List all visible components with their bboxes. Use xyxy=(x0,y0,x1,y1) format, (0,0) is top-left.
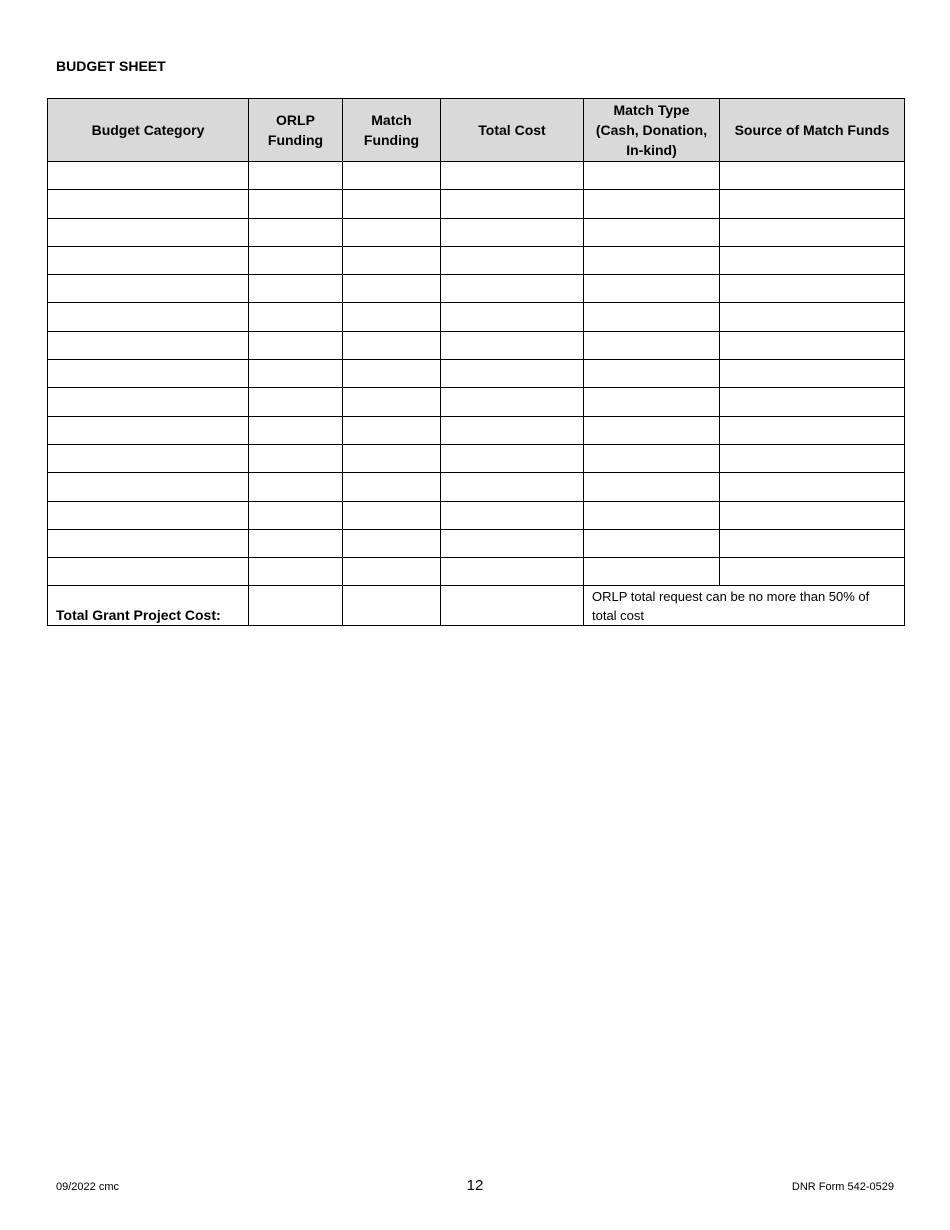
total-cost-cell[interactable] xyxy=(441,529,584,557)
orlp-funding-cell[interactable] xyxy=(249,501,343,529)
header-total-cost: Total Cost xyxy=(441,99,584,162)
budget-table-header xyxy=(48,99,905,162)
match-funding-cell[interactable] xyxy=(343,558,441,586)
match-funding-cell[interactable] xyxy=(343,360,441,388)
header-orlp-funding: ORLP Funding xyxy=(249,99,343,162)
total-cost-cell[interactable] xyxy=(441,190,584,218)
budget-category-cell[interactable] xyxy=(48,162,249,190)
match-type-cell[interactable] xyxy=(584,501,720,529)
match-type-cell[interactable] xyxy=(584,190,720,218)
match-funding-cell[interactable] xyxy=(343,162,441,190)
budget-category-cell[interactable] xyxy=(48,529,249,557)
source-of-match-funds-cell[interactable] xyxy=(720,218,905,246)
match-funding-cell[interactable] xyxy=(343,473,441,501)
table-row xyxy=(48,529,905,557)
total-grant-project-cost-label: Total Grant Project Cost: xyxy=(48,586,249,626)
table-row xyxy=(48,473,905,501)
match-funding-cell[interactable] xyxy=(343,416,441,444)
budget-category-cell[interactable] xyxy=(48,444,249,472)
orlp-funding-cell[interactable] xyxy=(249,529,343,557)
source-of-match-funds-cell[interactable] xyxy=(720,501,905,529)
orlp-funding-cell[interactable] xyxy=(249,558,343,586)
orlp-funding-cell[interactable] xyxy=(249,473,343,501)
budget-category-cell[interactable] xyxy=(48,331,249,359)
match-funding-cell[interactable] xyxy=(343,331,441,359)
orlp-funding-cell[interactable] xyxy=(249,275,343,303)
match-type-cell[interactable] xyxy=(584,275,720,303)
source-of-match-funds-cell[interactable] xyxy=(720,360,905,388)
orlp-limit-note: ORLP total request can be no more than 50% of total cost xyxy=(584,586,905,626)
total-cost-cell[interactable] xyxy=(441,162,584,190)
total-cost-cell[interactable] xyxy=(441,473,584,501)
source-of-match-funds-cell[interactable] xyxy=(720,331,905,359)
match-type-cell[interactable] xyxy=(584,473,720,501)
table-row xyxy=(48,190,905,218)
budget-category-cell[interactable] xyxy=(48,416,249,444)
orlp-funding-cell[interactable] xyxy=(249,444,343,472)
footer-revision-date: 09/2022 cmc xyxy=(56,1181,119,1193)
orlp-funding-cell[interactable] xyxy=(249,360,343,388)
orlp-funding-cell[interactable] xyxy=(249,162,343,190)
table-row xyxy=(48,218,905,246)
match-funding-cell[interactable] xyxy=(343,529,441,557)
orlp-funding-cell[interactable] xyxy=(249,218,343,246)
budget-category-cell[interactable] xyxy=(48,558,249,586)
orlp-funding-cell[interactable] xyxy=(249,303,343,331)
match-funding-cell[interactable] xyxy=(343,501,441,529)
match-type-cell[interactable] xyxy=(584,388,720,416)
budget-category-cell[interactable] xyxy=(48,360,249,388)
budget-category-cell[interactable] xyxy=(48,388,249,416)
table-row xyxy=(48,303,905,331)
footer-form-number: DNR Form 542-0529 xyxy=(791,1181,894,1193)
budget-category-cell[interactable] xyxy=(48,501,249,529)
total-row xyxy=(48,586,905,626)
source-of-match-funds-cell[interactable] xyxy=(720,444,905,472)
header-row xyxy=(48,99,905,162)
orlp-funding-cell[interactable] xyxy=(249,388,343,416)
header-match-type: Match Type (Cash, Donation, In-kind) xyxy=(584,99,720,162)
table-row xyxy=(48,388,905,416)
match-funding-cell[interactable] xyxy=(343,190,441,218)
source-of-match-funds-cell[interactable] xyxy=(720,416,905,444)
match-type-cell[interactable] xyxy=(584,331,720,359)
table-row xyxy=(48,444,905,472)
table-row xyxy=(48,501,905,529)
table-row xyxy=(48,162,905,190)
budget-category-cell[interactable] xyxy=(48,473,249,501)
source-of-match-funds-cell[interactable] xyxy=(720,303,905,331)
table-row xyxy=(48,360,905,388)
match-type-cell[interactable] xyxy=(584,558,720,586)
orlp-funding-cell[interactable] xyxy=(249,416,343,444)
total-cost-cell[interactable] xyxy=(441,444,584,472)
source-of-match-funds-cell[interactable] xyxy=(720,388,905,416)
source-of-match-funds-cell[interactable] xyxy=(720,529,905,557)
total-cost-cell[interactable] xyxy=(441,303,584,331)
match-type-cell[interactable] xyxy=(584,246,720,274)
match-type-cell[interactable] xyxy=(584,162,720,190)
budget-category-cell[interactable] xyxy=(48,190,249,218)
total-cost-cell[interactable] xyxy=(441,558,584,586)
total-cost-cell[interactable] xyxy=(441,416,584,444)
orlp-funding-cell[interactable] xyxy=(249,190,343,218)
match-type-cell[interactable] xyxy=(584,416,720,444)
match-type-cell[interactable] xyxy=(584,444,720,472)
total-cost-cell[interactable] xyxy=(441,246,584,274)
header-source-of-match-funds: Source of Match Funds xyxy=(720,99,905,162)
table-row xyxy=(48,416,905,444)
orlp-funding-cell[interactable] xyxy=(249,331,343,359)
total-cost-cell[interactable] xyxy=(441,501,584,529)
budget-category-cell[interactable] xyxy=(48,275,249,303)
total-cost-cell[interactable] xyxy=(441,360,584,388)
total-match-funding-cell[interactable] xyxy=(343,586,441,626)
total-cost-cell[interactable] xyxy=(441,331,584,359)
match-funding-cell[interactable] xyxy=(343,218,441,246)
total-orlp-funding-cell[interactable] xyxy=(249,586,343,626)
match-funding-cell[interactable] xyxy=(343,388,441,416)
page-title: BUDGET SHEET xyxy=(56,58,166,74)
budget-category-cell[interactable] xyxy=(48,246,249,274)
table-row xyxy=(48,246,905,274)
source-of-match-funds-cell[interactable] xyxy=(720,190,905,218)
budget-table-body xyxy=(48,162,905,626)
match-type-cell[interactable] xyxy=(584,529,720,557)
budget-table xyxy=(47,98,905,626)
source-of-match-funds-cell[interactable] xyxy=(720,162,905,190)
table-row xyxy=(48,558,905,586)
orlp-funding-cell[interactable] xyxy=(249,246,343,274)
match-type-cell[interactable] xyxy=(584,360,720,388)
total-cost-cell[interactable] xyxy=(441,586,584,626)
match-type-cell[interactable] xyxy=(584,218,720,246)
source-of-match-funds-cell[interactable] xyxy=(720,275,905,303)
match-funding-cell[interactable] xyxy=(343,444,441,472)
total-cost-cell[interactable] xyxy=(441,275,584,303)
source-of-match-funds-cell[interactable] xyxy=(720,558,905,586)
total-cost-cell[interactable] xyxy=(441,218,584,246)
table-row xyxy=(48,275,905,303)
match-funding-cell[interactable] xyxy=(343,275,441,303)
total-cost-cell[interactable] xyxy=(441,388,584,416)
footer-page-number: 12 xyxy=(466,1177,484,1194)
match-type-cell[interactable] xyxy=(584,303,720,331)
match-funding-cell[interactable] xyxy=(343,303,441,331)
source-of-match-funds-cell[interactable] xyxy=(720,473,905,501)
header-match-funding: Match Funding xyxy=(343,99,441,162)
table-row xyxy=(48,331,905,359)
source-of-match-funds-cell[interactable] xyxy=(720,246,905,274)
header-budget-category: Budget Category xyxy=(48,99,249,162)
budget-category-cell[interactable] xyxy=(48,218,249,246)
match-funding-cell[interactable] xyxy=(343,246,441,274)
budget-category-cell[interactable] xyxy=(48,303,249,331)
